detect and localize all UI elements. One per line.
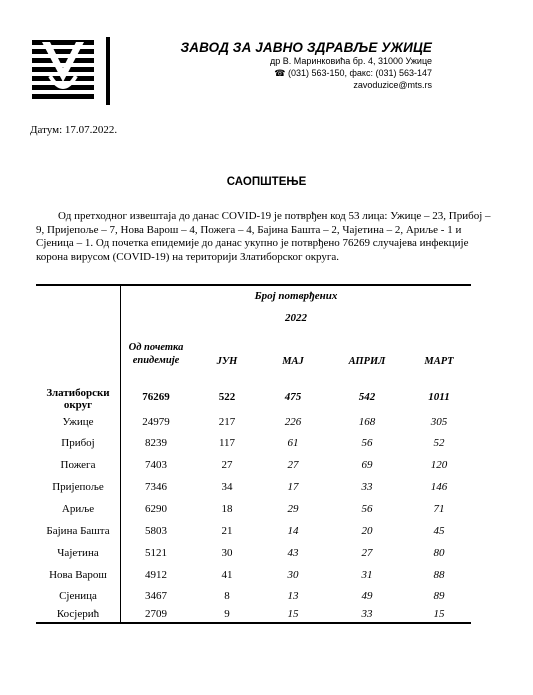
- column-header-since-start: Од почетка епидемије: [128, 342, 184, 366]
- cell-april: 33: [361, 608, 373, 620]
- cell-may: 29: [287, 503, 299, 515]
- cell-april: 27: [361, 547, 373, 559]
- row-name: Прибој: [61, 437, 95, 449]
- table-row: [36, 566, 471, 588]
- row-name: Ужице: [62, 416, 94, 428]
- cell-june: 9: [224, 608, 230, 620]
- row-name: Пријепоље: [52, 481, 104, 493]
- institute-email: zavoduzice@mts.rs: [353, 80, 432, 90]
- cell-district-since: 76269: [142, 391, 170, 403]
- cell-march: 146: [430, 481, 448, 493]
- cell-since: 8239: [145, 437, 167, 449]
- cell-may: 13: [287, 590, 299, 602]
- table-row: [36, 522, 471, 544]
- cell-may: 43: [287, 547, 299, 559]
- cell-since: 24979: [142, 416, 170, 428]
- row-name: Пожега: [60, 459, 96, 471]
- cell-april: 69: [361, 459, 373, 471]
- cell-since: 4912: [145, 569, 167, 581]
- column-header-april: АПРИЛ: [348, 356, 386, 367]
- table-row: [36, 478, 471, 500]
- column-header-may: МАЈ: [282, 356, 304, 367]
- cell-june: 217: [218, 416, 236, 428]
- row-name: Косјерић: [56, 608, 100, 620]
- cell-march: 15: [433, 608, 445, 620]
- row-name: Бајина Башта: [46, 525, 110, 537]
- cell-march: 305: [430, 416, 448, 428]
- cell-since: 5121: [145, 547, 167, 559]
- cell-march: 80: [433, 547, 445, 559]
- cell-since: 6290: [145, 503, 167, 515]
- cell-since: 3467: [145, 590, 167, 602]
- cell-march: 88: [433, 569, 445, 581]
- cell-may: 15: [287, 608, 299, 620]
- cell-june: 27: [221, 459, 233, 471]
- cell-april: 31: [361, 569, 373, 581]
- cell-june: 21: [221, 525, 233, 537]
- row-name: Чајетина: [57, 547, 99, 559]
- table-row: [36, 456, 471, 478]
- cell-june: 8: [224, 590, 230, 602]
- document-date: Датум: 17.07.2022.: [30, 124, 118, 136]
- cell-april: 56: [361, 437, 373, 449]
- table-year-header: 2022: [285, 312, 307, 324]
- cell-june: 18: [221, 503, 233, 515]
- cell-district-march: 1011: [428, 391, 450, 403]
- cell-district-april: 542: [358, 391, 376, 403]
- row-name: Ариље: [61, 503, 95, 515]
- cell-june: 30: [221, 547, 233, 559]
- cell-since: 5803: [145, 525, 167, 537]
- table-row: [36, 500, 471, 522]
- cell-april: 168: [358, 416, 376, 428]
- cell-district-may: 475: [284, 391, 302, 403]
- cell-april: 56: [361, 503, 373, 515]
- table-row: [36, 434, 471, 456]
- row-name-district: Златиборски округ: [46, 387, 110, 411]
- institute-phone: ☎ (031) 563-150, факс: (031) 563-147: [274, 68, 432, 78]
- cell-may: 14: [287, 525, 299, 537]
- cell-march: 52: [433, 437, 445, 449]
- institute-address: др В. Маринковића бр. 4, 31000 Ужице: [270, 56, 432, 66]
- cell-may: 226: [284, 416, 302, 428]
- cell-may: 17: [287, 481, 299, 493]
- column-header-march: МАРТ: [424, 356, 454, 367]
- cell-since: 7346: [145, 481, 167, 493]
- cell-march: 71: [433, 503, 445, 515]
- table-row: [36, 605, 471, 623]
- cell-since: 2709: [145, 608, 167, 620]
- announcement-text: [36, 210, 492, 264]
- table-top-rule: [36, 284, 471, 286]
- cell-april: 49: [361, 590, 373, 602]
- cell-march: 45: [433, 525, 445, 537]
- cell-district-june: 522: [218, 391, 236, 403]
- cell-june: 34: [221, 481, 233, 493]
- cell-may: 30: [287, 569, 299, 581]
- document-heading: САОПШТЕЊЕ: [226, 176, 307, 188]
- table-row: [36, 544, 471, 566]
- cell-march: 89: [433, 590, 445, 602]
- table-row: [36, 413, 471, 435]
- header-divider: [106, 37, 110, 105]
- cell-march: 120: [430, 459, 448, 471]
- cell-since: 7403: [145, 459, 167, 471]
- row-name: Сјеница: [59, 590, 97, 602]
- cell-june: 117: [218, 437, 236, 449]
- cases-table: [36, 284, 471, 624]
- cell-april: 33: [361, 481, 373, 493]
- institute-logo-icon: [28, 36, 98, 106]
- table-group-header: Број потврђених: [254, 290, 338, 302]
- announcement-paragraph: Од претходног извештаја до данас COVID-19 је потврђен код 53 лица: Ужице – 23, Прибој – 9, Пријепоље – 7, Нова Варош – 4, Пожега – 4, Бајина Башта – 2, Чајетина – 2, Ариље - 1 и Сјеница – 1. Од почетка епидемије до данас укупно је потврђено 76269 случајева инфекције корона вирусом (COVID-19) на територији Златиборског округа.: [36, 210, 491, 263]
- cell-may: 27: [287, 459, 299, 471]
- institute-name: ЗАВОД ЗА ЈАВНО ЗДРАВЉЕ УЖИЦЕ: [180, 40, 432, 55]
- cell-april: 20: [361, 525, 373, 537]
- row-name: Нова Варош: [49, 569, 107, 581]
- cell-june: 41: [221, 569, 233, 581]
- cell-may: 61: [287, 437, 299, 449]
- column-header-june: ЈУН: [216, 356, 238, 367]
- letterhead: [114, 40, 432, 91]
